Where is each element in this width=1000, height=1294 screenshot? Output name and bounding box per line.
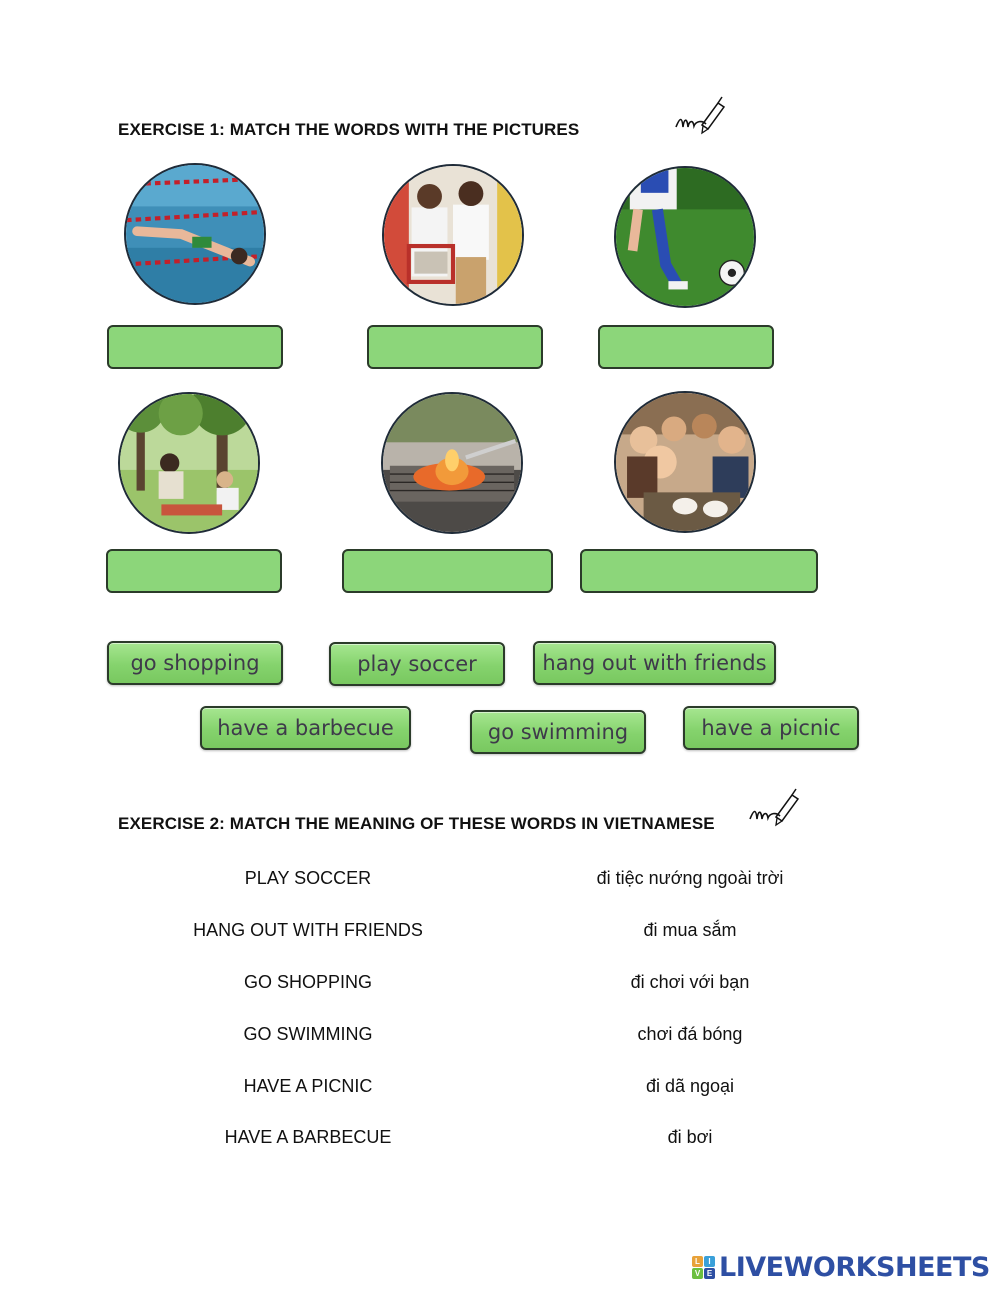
vietnamese-term[interactable]: đi tiệc nướng ngoài trời — [596, 868, 784, 888]
signature-pen-icon — [746, 787, 802, 829]
word-chip-hang-out-with-friends[interactable]: hang out with friends — [533, 641, 776, 685]
swimming-picture — [124, 163, 266, 305]
word-chip-play-soccer[interactable]: play soccer — [329, 642, 505, 686]
soccer-picture — [614, 166, 756, 308]
vietnamese-term[interactable]: đi bơi — [667, 1127, 713, 1147]
answer-box-4[interactable] — [106, 549, 282, 593]
friends-picture — [614, 391, 756, 533]
vietnamese-term[interactable]: đi mua sắm — [643, 920, 737, 940]
answer-box-1[interactable] — [107, 325, 283, 369]
exercise2-title: EXERCISE 2: MATCH THE MEANING OF THESE WORDS IN VIETNAMESE — [118, 814, 715, 833]
liveworksheets-logo-icon: L I V E — [692, 1256, 715, 1279]
liveworksheets-brand — [692, 1252, 990, 1283]
english-term[interactable]: HAVE A BARBECUE — [224, 1127, 392, 1147]
english-term[interactable]: PLAY SOCCER — [244, 868, 372, 888]
exercise1-title: EXERCISE 1: MATCH THE WORDS WITH THE PICTURES — [118, 120, 580, 139]
word-chip-have-a-picnic[interactable]: have a picnic — [683, 706, 859, 750]
word-chip-go-swimming[interactable]: go swimming — [470, 710, 646, 754]
vietnamese-term[interactable]: chơi đá bóng — [637, 1024, 743, 1044]
answer-box-2[interactable] — [367, 325, 543, 369]
english-term[interactable]: HAVE A PICNIC — [243, 1076, 373, 1096]
answer-box-5[interactable] — [342, 549, 553, 593]
english-term[interactable]: HANG OUT WITH FRIENDS — [193, 920, 423, 940]
answer-box-6[interactable] — [580, 549, 818, 593]
signature-pen-icon — [672, 95, 728, 137]
vietnamese-term[interactable]: đi chơi với bạn — [630, 972, 750, 992]
barbecue-picture — [381, 392, 523, 534]
word-chip-go-shopping[interactable]: go shopping — [107, 641, 283, 685]
answer-box-3[interactable] — [598, 325, 774, 369]
english-term[interactable]: GO SHOPPING — [243, 972, 373, 992]
word-chip-have-a-barbecue[interactable]: have a barbecue — [200, 706, 411, 750]
brand-text: LIVEWORKSHEETS — [719, 1252, 990, 1283]
vietnamese-term[interactable]: đi dã ngoại — [645, 1076, 735, 1096]
picnic-picture — [118, 392, 260, 534]
english-term[interactable]: GO SWIMMING — [243, 1024, 373, 1044]
shopping-picture — [382, 164, 524, 306]
